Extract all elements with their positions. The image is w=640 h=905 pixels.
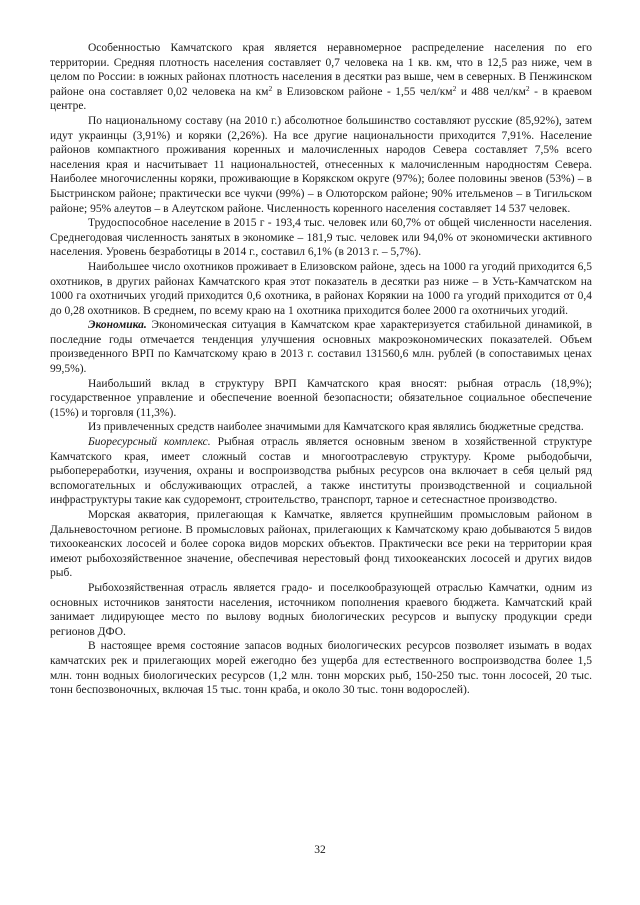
paragraph-labor-force: Трудоспособное население в 2015 г - 193,4 тыс. человек или 60,7% от общей численности населения. Среднегодовая численность занятых в экономике – 181,9 тыс. человек или 94,0% от экономически активного населения. Уровень безработицы в 2014 г., составил 6,1% (в 2013 г. – 5,7%).	[50, 217, 592, 259]
paragraph-bioresource-complex	[50, 435, 592, 508]
superscript: 2	[525, 83, 530, 93]
paragraph-resource-stocks: В настоящее время состояние запасов водных биологических ресурсов позволяет изымать в водах камчатских рек и прилегающих морей ежегодно без ущерба для естественного воспроизводства более 1,5 млн. тонн водных биологических ресурсов (1,2 млн. тонн морских рыб, 150-250 тыс. тонн лососей, 20 тыс. тонн беспозвоночных, включая 15 тыс. тонн краба, и около 30 тыс. тонн водорослей).	[50, 640, 592, 697]
paragraph-population-distribution	[50, 41, 592, 114]
paragraph-budget-funds: Из привлеченных средств наиболее значимыми для Камчатского края являлись бюджетные средства.	[88, 421, 584, 434]
paragraph-text: Экономическая ситуация в Камчатском крае характеризуется стабильной динамикой, в последние годы отмечается тенденция улучшения основных макроэкономических показателей. Объем произведенного ВРП по Камчатскому краю в 2013 г. составил 131560,6 млн. рублей (в сопоставимых ценах 99,5%).	[50, 319, 593, 376]
paragraph-national-composition: По национальному составу (на 2010 г.) абсолютное большинство составляют русские (85,92%), затем идут украинцы (3,91%) и коряки (2,26%). На все другие национальности приходится 7,91%. Население районов компактного проживания коренных и малочисленных народов Севера составляет 7,5% всего населения края и насчитывает 11 национальностей, отнесенных к малочисленным народностям Севера. Наиболее многочисленны коряки, проживающие в Корякском округе (97%); более половины эвенов (53%) – в Быстринском районе; практически все чукчи (99%) – в Олюторском районе; 90% ительменов – в Тигильском районе; 95% алеутов – в Алеутском районе. Численность коренного населения составляет 14 537 человек.	[50, 114, 592, 215]
paragraph-text: в Елизовском районе - 1,55 чел/км	[276, 85, 453, 98]
superscript: 2	[268, 83, 273, 93]
page-number: 32	[314, 844, 326, 856]
paragraph-fishery-role: Рыбохозяйственная отрасль является градо- и поселкообразующей отраслью Камчатки, одним из основных источников занятости населения, источником пополнения краевого бюджета. Камчатский край занимает лидирующее место по вылову водных биологических ресурсов и выпуску продукции среди регионов ДФО.	[50, 581, 592, 638]
paragraph-text: Особенностью Камчатского края является неравномерное распределение населения по его территории. Средняя плотность населения составляет 0,7 человека на 1 кв. км, что в 12,5 раз ниже, чем в целом по России: в южных районах плотность населения в десятки раз выше, чем в северных. В Пенжинском районе она составляет 0,02 человека на км	[50, 42, 592, 98]
paragraph-hunters: Наибольшее число охотников проживает в Елизовском районе, здесь на 1000 га угодий приходится 6,5 охотников, в других районах Камчатского края этот показатель в десятки раз ниже – в Усть-Камчатском на 1000 га охотничьих угодий приходится 0,6 охотника, в районах Корякии на 1000 га угодий приходится от 0,4 до 0,28 охотников. В среднем, по всему краю на 1 охотника приходится более 2000 га охотничьих угодий.	[50, 260, 592, 317]
paragraph-grp-structure: Наибольший вклад в структуру ВРП Камчатского края вносят: рыбная отрасль (18,9%); государственное управление и обеспечение военной безопасности; обязательное социальное обеспечение (15%) и торговля (11,3%).	[50, 377, 592, 419]
superscript: 2	[452, 83, 457, 93]
paragraph-text: - в краевом центре.	[50, 85, 593, 113]
section-heading-bioresource: Биоресурсный комплекс.	[88, 436, 211, 449]
paragraph-economy	[50, 318, 592, 376]
paragraph-text: Рыбная отрасль является основным звеном в хозяйственной структуре Камчатского края, имеет сложный состав и многоотраслевую структуру. Кроме рыбодобычи, рыбопереработки, изучения, охраны и воспроизводства рыбных ресурсов она включает в себя целый ряд вспомогательных и обслуживающих отраслей, а также институты производственной и социальной инфраструктуры такие как судоремонт, строительство, транспорт, тарное и сетеснастное производство.	[50, 436, 593, 507]
paragraph-marine-area: Морская акватория, прилегающая к Камчатке, является крупнейшим промысловым районом в Дальневосточном регионе. В промысловых районах, прилегающих к Камчатскому краю добываются 5 видов тихоокеанских лососей и более сорока видов морских объектов. Практически все реки на территории края имеют рыбохозяйственное значение, обеспечивая нерестовый фонд тихоокеанских лососей и других видов рыб.	[50, 509, 592, 580]
paragraph-text: и 488 чел/км	[460, 85, 526, 98]
section-heading-economy: Экономика.	[88, 319, 147, 332]
